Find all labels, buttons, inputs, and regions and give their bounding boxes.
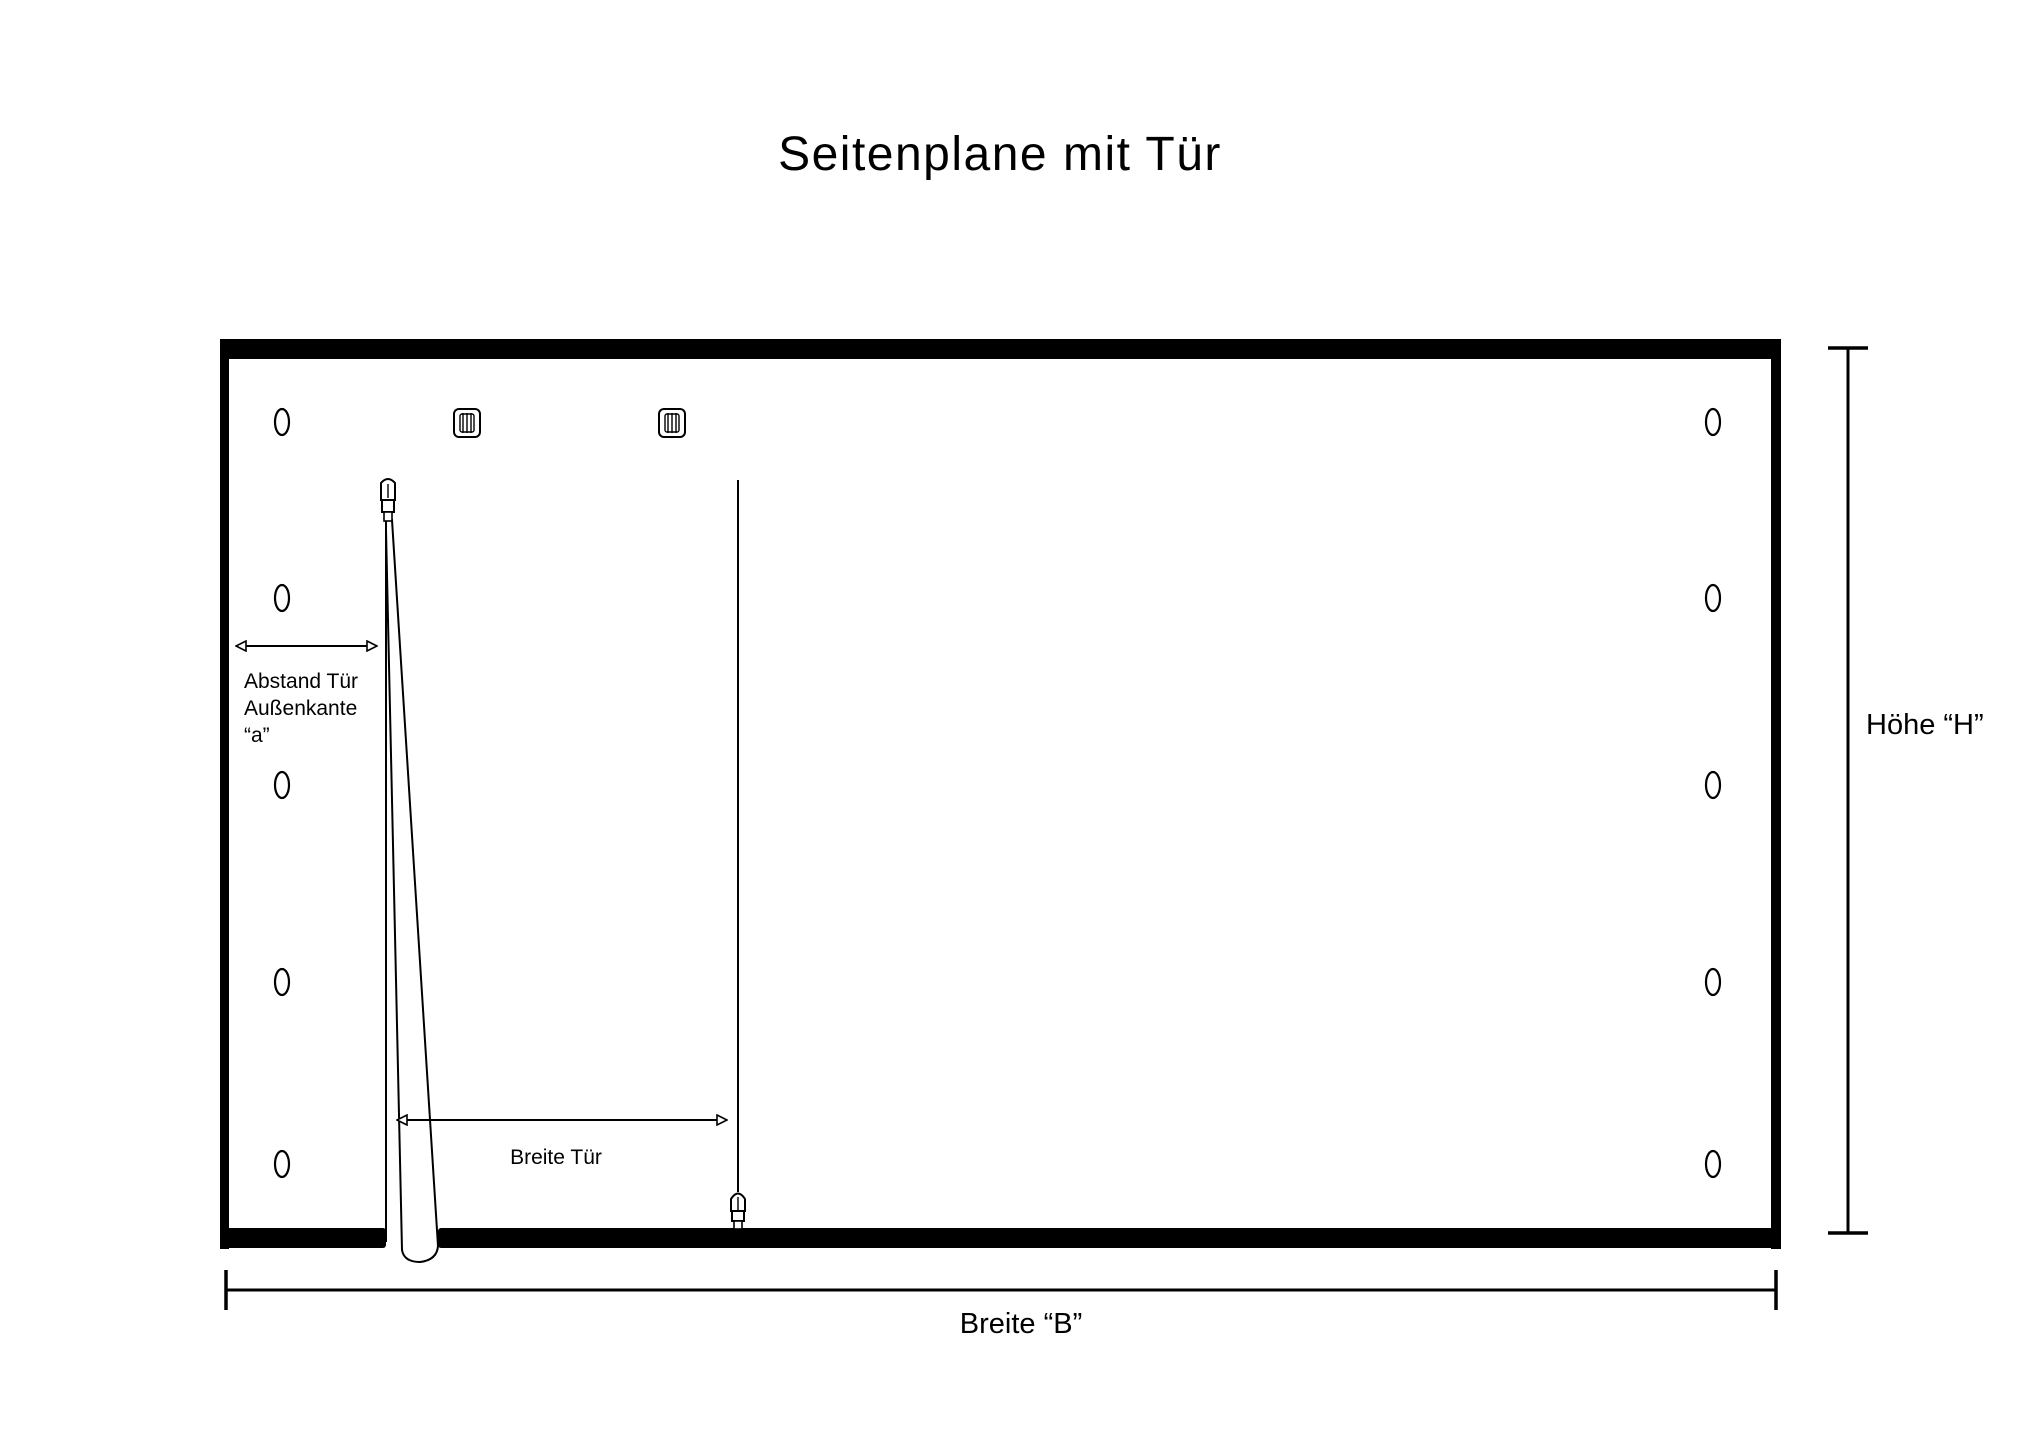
eyelet-icon xyxy=(1706,969,1720,995)
diagram-title: Seitenplane mit Tür xyxy=(778,128,1222,181)
eyelet-icon xyxy=(275,969,289,995)
width-label: Breite “B” xyxy=(959,1308,1083,1340)
door-offset-label-line: “a” xyxy=(244,724,270,747)
tarpaulin-panel xyxy=(220,339,1781,1249)
panel-bottom-hem-left xyxy=(220,1228,386,1248)
eyelet-icon xyxy=(1706,772,1720,798)
eyelet-icon xyxy=(1706,1151,1720,1177)
zipper-pull-icon xyxy=(381,479,395,521)
height-label: Höhe “H” xyxy=(1866,709,1984,741)
width-dimension xyxy=(226,1270,1776,1310)
eyelet-icon xyxy=(275,1151,289,1177)
panel-right-edge xyxy=(1771,339,1781,1249)
door-width-label: Breite Tür xyxy=(510,1146,602,1169)
height-dimension xyxy=(1828,348,1868,1233)
door-offset-label-line: Außenkante xyxy=(244,697,358,720)
panel-bottom-hem-right xyxy=(438,1228,1781,1248)
door-offset-label xyxy=(244,670,364,747)
eyelet-icon xyxy=(1706,409,1720,435)
door-flap xyxy=(386,520,438,1262)
eyelet-icon xyxy=(1706,585,1720,611)
eyelets xyxy=(275,409,1720,1177)
door-zipper-left xyxy=(381,479,438,1262)
panel-left-edge xyxy=(220,339,229,1249)
buckle-icon xyxy=(454,409,480,437)
door-zipper-right xyxy=(731,480,745,1229)
zipper-pull-icon xyxy=(731,1194,745,1230)
eyelet-icon xyxy=(275,772,289,798)
eyelet-icon xyxy=(275,409,289,435)
door-offset-label-line: Abstand Tür xyxy=(244,670,359,693)
panel-top-hem xyxy=(220,339,1781,359)
eyelet-icon xyxy=(275,585,289,611)
buckle-icon xyxy=(659,409,685,437)
